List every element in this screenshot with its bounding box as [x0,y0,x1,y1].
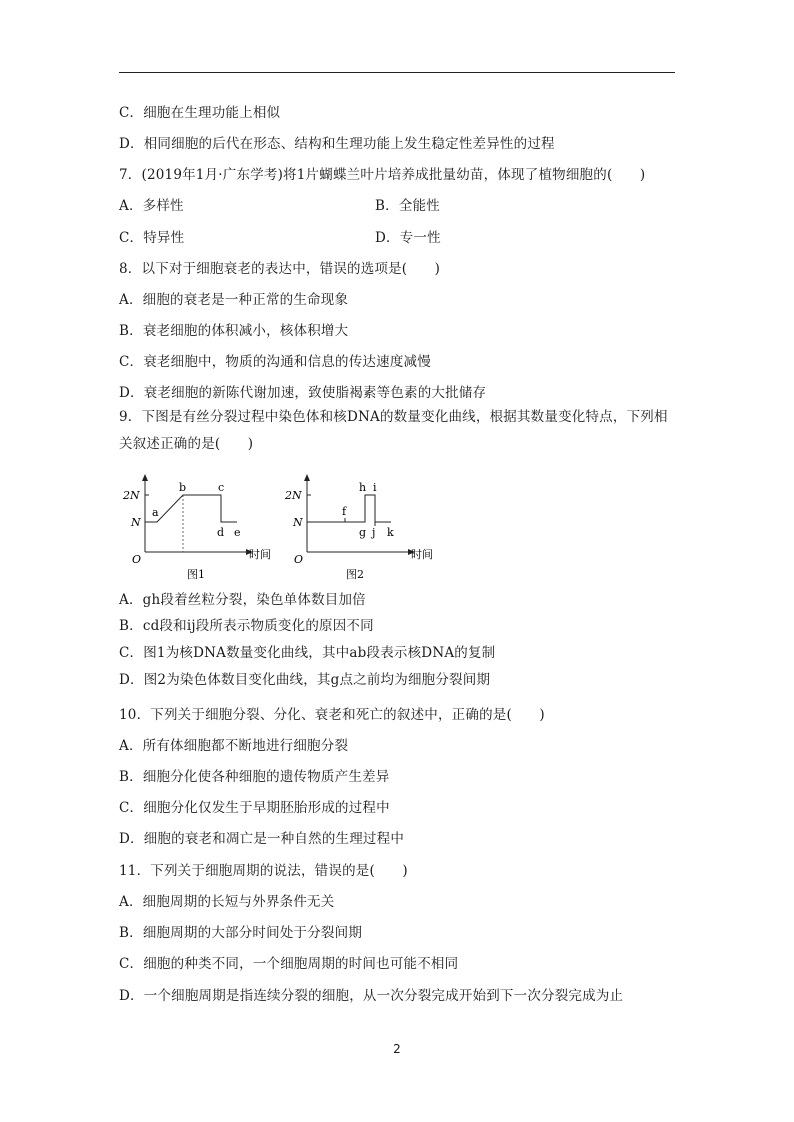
q9-figures-svg [121,470,433,585]
text-line-q10-a: A．所有体细胞都不断地进行细胞分裂 [119,738,349,754]
text-line-q8-c: C．衰老细胞中，物质的沟通和信息的传达速度减慢 [119,354,431,370]
fig1-x-label: 时间 [249,548,271,561]
fig1-point-e: e [234,526,241,539]
text-line-q8-b: B．衰老细胞的体积减小，核体积增大 [119,323,349,339]
text-line-q11-b: B．细胞周期的大部分时间处于分裂间期 [119,925,363,941]
fig1-point-d: d [217,526,225,539]
text-line-q7: 7．(2019年1月·广东学考)将1片蝴蝶兰叶片培养成批量幼苗，体现了植物细胞的( ) [119,167,646,183]
q9-figures [121,470,433,585]
fig1-label-origin: O [132,553,142,566]
text-line-q10: 10．下列关于细胞分裂、分化、衰老和死亡的叙述中，正确的是( ) [119,707,545,723]
fig1-point-a: a [152,506,159,519]
fig1-point-b: b [179,481,187,494]
fig1-caption: 图1 [187,568,205,581]
figure-2 [284,474,433,581]
text-line-q11-c: C．细胞的种类不同，一个细胞周期的时间也可能不相同 [119,956,459,972]
text-line-q7-c: C．特异性 [119,230,185,246]
text-line-q9-b: B．cd段和ij段所表示物质变化的原因不同 [119,618,374,634]
fig1-label-n: N [131,516,141,529]
text-line-q11-a: A．细胞周期的长短与外界条件无关 [119,894,335,910]
header-rule [119,72,675,73]
page-number: 2 [393,1042,401,1056]
text-line-l-c-prev: C．细胞在生理功能上相似 [119,105,281,121]
text-line-q10-d: D．细胞的衰老和凋亡是一种自然的生理过程中 [119,831,405,847]
fig2-y-arrow [304,474,310,481]
text-line-q7-d: D．专一性 [375,230,441,246]
figure-1 [122,474,271,581]
fig2-point-k: k [387,526,394,539]
fig2-label-origin: O [294,553,304,566]
fig1-curve [145,495,237,522]
text-line-q8-d: D．衰老细胞的新陈代谢加速，致使脂褐素等色素的大批储存 [119,385,487,401]
fig2-x-label: 时间 [411,548,433,561]
fig2-caption: 图2 [346,568,364,581]
text-line-q9-1: 9．下图是有丝分裂过程中染色体和核DNA的数量变化曲线，根据其数量变化特点，下列相 [119,409,668,425]
fig2-point-j: j [372,526,376,539]
text-line-q7-a: A．多样性 [119,198,184,214]
fig1-label-2n: 2N [123,489,140,502]
text-line-q8-a: A．细胞的衰老是一种正常的生命现象 [119,292,349,308]
text-line-q11: 11．下列关于细胞周期的说法，错误的是( ) [119,863,408,879]
text-line-l-d-prev: D．相同细胞的后代在形态、结构和生理功能上发生稳定性差异性的过程 [119,136,555,152]
text-line-q8: 8．以下对于细胞衰老的表达中，错误的选项是( ) [119,261,441,277]
fig2-label-2n: 2N [285,489,302,502]
fig2-label-n: N [293,516,303,529]
text-line-q9-d: D．图2为染色体数目变化曲线，其g点之前均为细胞分裂间期 [119,672,491,688]
text-line-q10-c: C．细胞分化仅发生于早期胚胎形成的过程中 [119,800,390,816]
fig1-point-c: c [218,481,225,494]
fig2-point-g: g [359,526,367,539]
text-line-q10-b: B．细胞分化使各种细胞的遗传物质产生差异 [119,769,390,785]
text-line-q7-b: B．全能性 [375,198,440,214]
text-line-q11-d: D．一个细胞周期是指连续分裂的细胞，从一次分裂完成开始到下一次分裂完成为止 [119,988,624,1004]
fig2-point-h: h [359,481,367,494]
text-line-q9-2: 关叙述正确的是( ) [119,436,254,452]
fig1-y-arrow [142,474,148,481]
text-line-q9-a: A．gh段着丝粒分裂，染色单体数目加倍 [119,592,366,608]
text-line-q9-c: C．图1为核DNA数量变化曲线，其中ab段表示核DNA的复制 [119,645,496,661]
fig2-point-f: f [342,505,347,518]
fig2-point-i: i [373,481,377,494]
fig2-curve [307,495,391,522]
